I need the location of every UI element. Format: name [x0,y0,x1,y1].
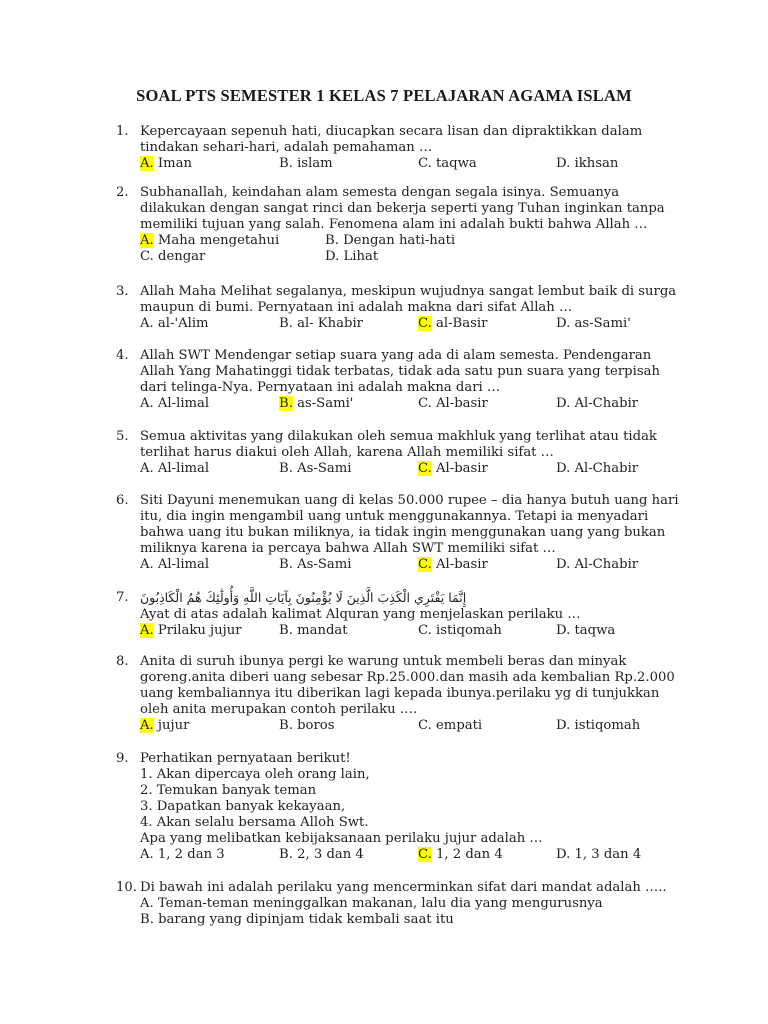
question-body [140,880,700,928]
question-text-line: bahwa uang itu bukan miliknya, ia tidak ingin menggunakan uang yang bukan [140,525,666,540]
answer-option [556,847,641,863]
question-text-line: B. barang yang dipinjam tidak kembali saat itu [140,912,454,927]
answer-option [279,847,364,863]
answer-text: As-Sami [292,557,352,572]
highlighted-answer-letter: A. [140,233,154,248]
answer-option [325,249,378,265]
answer-text: Al-limal [153,396,210,411]
question-number: 6. [116,493,129,508]
answer-text: 1, 2 dan 4 [431,847,503,862]
question-text-line: Di bawah ini adalah perilaku yang mencerminkan sifat dari mandat adalah ….. [140,880,667,895]
answer-text: As-Sami [292,461,352,476]
answer-option [140,461,209,477]
options-row [140,249,700,265]
answer-text: as-Sami' [292,396,354,411]
options-row [140,316,700,332]
question-text-line: terlihat harus diakui oleh Allah, karena Allah memiliki sifat … [140,445,554,460]
answer-option [556,623,615,639]
question-text-line: memiliki tujuan yang salah. Fenomena alam ini adalah bukti bahwa Allah … [140,217,648,232]
answer-option [418,156,477,172]
answer-text: dengar [153,249,206,264]
answer-option [418,623,502,639]
highlighted-answer-letter: A. [140,156,154,171]
answer-text: taqwa [431,156,477,171]
options-row [140,233,700,249]
question-text-line: Perhatikan pernyataan berikut! [140,751,351,766]
question-text-line: dari telinga-Nya. Pernyataan ini adalah makna dari … [140,380,501,395]
answer-text: Al-basir [431,557,488,572]
options-row [140,557,700,573]
answer-text: jujur [153,718,190,733]
answer-text: 2, 3 dan 4 [292,847,364,862]
answer-text: 1, 2 dan 3 [153,847,225,862]
answer-letter: D. [556,316,571,331]
question-text-line: Anita di suruh ibunya pergi ke warung untuk membeli beras dan minyak [140,654,627,669]
answer-text: Lihat [339,249,379,264]
question-text-line: 3. Dapatkan banyak kekayaan, [140,799,346,814]
highlighted-answer-letter: A. [140,718,154,733]
answer-letter: D. [556,623,571,638]
question-body [140,124,700,172]
answer-letter: A. [140,461,154,476]
answer-text: al- Khabir [292,316,363,331]
answer-text: Al-Chabir [570,557,639,572]
question-text-line: 1. Akan dipercaya oleh orang lain, [140,767,370,782]
question-body [140,751,700,863]
answer-text: istiqomah [570,718,641,733]
answer-text: Al-basir [431,461,488,476]
question-text-line: miliknya karena ia percaya bahwa Allah SWT memiliki sifat … [140,541,556,556]
answer-text: Prilaku jujur [153,623,242,638]
answer-option [556,316,631,332]
answer-text: mandat [292,623,348,638]
answer-text: al-'Alim [153,316,209,331]
answer-text: as-Sami' [570,316,631,331]
answer-letter: A. [140,396,154,411]
answer-option [325,233,455,249]
question-number: 8. [116,654,129,669]
question-text-line: 2. Temukan banyak teman [140,783,317,798]
answer-option [279,461,351,477]
answer-letter: B. [279,316,293,331]
highlighted-answer-letter: C. [418,847,432,862]
answer-option [140,396,209,412]
question-text-line: tindakan sehari-hari, adalah pemahaman … [140,140,433,155]
page-title: SOAL PTS SEMESTER 1 KELAS 7 PELAJARAN AGAMA ISLAM [136,86,632,105]
answer-option [140,623,242,639]
answer-text: Al-Chabir [570,461,639,476]
answer-text: Al-Chabir [570,396,639,411]
question-body [140,185,700,265]
answer-text: ikhsan [570,156,619,171]
answer-letter: C. [140,249,154,264]
answer-option [418,461,488,477]
answer-letter: D. [325,249,340,264]
answer-option [279,718,334,734]
question-number: 2. [116,185,129,200]
question-text-line: Subhanallah, keindahan alam semesta dengan segala isinya. Semuanya [140,185,620,200]
answer-letter: A. [140,557,154,572]
answer-text: Al-limal [153,557,210,572]
question-text-line: goreng.anita diberi uang sebesar Rp.25.000.dan masih ada kembalian Rp.2.000 [140,670,675,685]
question-body [140,654,700,734]
answer-option [140,316,209,332]
answer-text: Al-basir [431,396,488,411]
options-row [140,847,700,863]
question-text-line: Ayat di atas adalah kalimat Alquran yang menjelaskan perilaku … [140,607,581,622]
question-text-line: maupun di bumi. Pernyataan ini adalah makna dari sifat Allah … [140,300,573,315]
answer-option [556,396,638,412]
answer-option [279,156,333,172]
answer-text: taqwa [570,623,616,638]
options-row [140,718,700,734]
answer-letter: B. [279,623,293,638]
options-row [140,461,700,477]
answer-option [140,718,189,734]
answer-letter: C. [418,718,432,733]
question-body [140,429,700,477]
answer-letter: B. [279,156,293,171]
answer-option [279,623,348,639]
question-number: 9. [116,751,129,766]
answer-letter: B. [279,718,293,733]
options-row [140,156,700,172]
answer-text: Maha mengetahui [153,233,280,248]
answer-option [140,249,205,265]
highlighted-answer-letter: C. [418,316,432,331]
answer-option [140,233,279,249]
question-body [140,284,700,332]
question-text-line: Allah Yang Mahatinggi tidak terbatas, tidak ada satu pun suara yang terpisah [140,364,660,379]
answer-text: Dengan hati-hati [338,233,456,248]
answer-text: boros [292,718,335,733]
question-body [140,348,700,412]
answer-letter: B. [325,233,339,248]
question-number: 3. [116,284,129,299]
answer-letter: B. [279,557,293,572]
question-number: 7. [116,590,129,605]
question-text-line: itu, dia ingin mengambil uang untuk menggunakannya. Tetapi ia menyadari [140,509,649,524]
answer-option [418,316,487,332]
answer-option [140,557,209,573]
question-number: 5. [116,429,129,444]
question-body [140,590,700,639]
answer-option [140,847,225,863]
answer-letter: C. [418,156,432,171]
question-body [140,493,700,573]
highlighted-answer-letter: A. [140,623,154,638]
answer-letter: A. [140,847,154,862]
highlighted-answer-letter: C. [418,557,432,572]
answer-letter: A. [140,316,154,331]
answer-option [418,396,488,412]
options-row [140,623,700,639]
question-text-line: dilakukan dengan sangat rinci dan bekerja seperti yang Tuhan inginkan tanpa [140,201,665,216]
question-number: 10. [116,880,137,895]
answer-letter: D. [556,461,571,476]
question-text-line: Semua aktivitas yang dilakukan oleh semua makhluk yang terlihat atau tidak [140,429,657,444]
answer-option [140,156,192,172]
answer-letter: B. [279,461,293,476]
answer-letter: D. [556,847,571,862]
answer-text: 1, 3 dan 4 [570,847,642,862]
answer-text: islam [292,156,333,171]
question-text-line: uang kembaliannya itu diberikan lagi kepada ibunya.perilaku yg di tunjukkan [140,686,660,701]
question-text-line: Allah Maha Melihat segalanya, meskipun wujudnya sangat lembut baik di surga [140,284,677,299]
answer-text: al-Basir [431,316,488,331]
answer-letter: D. [556,396,571,411]
answer-text: istiqomah [431,623,502,638]
answer-option [556,156,618,172]
answer-text: empati [431,718,483,733]
answer-option [418,557,488,573]
answer-option [418,718,482,734]
answer-letter: C. [418,396,432,411]
answer-text: Al-limal [153,461,210,476]
question-text-line: Kepercayaan sepenuh hati, diucapkan secara lisan dan dipraktikkan dalam [140,124,643,139]
question-number: 1. [116,124,129,139]
question-text-line: Apa yang melibatkan kebijaksanaan perilaku jujur adalah … [140,831,543,846]
answer-option [279,557,351,573]
answer-option [556,718,640,734]
question-text-line: oleh anita merupakan contoh perilaku …. [140,702,418,717]
options-row [140,396,700,412]
answer-text: Iman [153,156,192,171]
answer-option [556,557,638,573]
question-text-line: A. Teman-teman meninggalkan makanan, lalu dia yang mengurusnya [140,896,603,911]
answer-letter: D. [556,718,571,733]
answer-letter: C. [418,623,432,638]
question-text-line: 4. Akan selalu bersama Alloh Swt. [140,815,369,830]
answer-option [279,316,363,332]
question-text-line: Allah SWT Mendengar setiap suara yang ada di alam semesta. Pendengaran [140,348,652,363]
answer-option [279,396,353,412]
answer-option [556,461,638,477]
highlighted-answer-letter: B. [279,396,293,411]
question-number: 4. [116,348,129,363]
question-text-line: Siti Dayuni menemukan uang di kelas 50.000 rupee – dia hanya butuh uang hari [140,493,679,508]
answer-letter: D. [556,156,571,171]
arabic-verse: إِنَّمَا يَفْتَرِي الْكَذِبَ الَّذِينَ لَا يُؤْمِنُونَ بِآيَاتِ اللَّهِ وَأُولَٰئِكَ هُمُ الْكَاذِبُونَ [140,590,467,605]
highlighted-answer-letter: C. [418,461,432,476]
answer-letter: D. [556,557,571,572]
answer-letter: B. [279,847,293,862]
answer-option [418,847,503,863]
